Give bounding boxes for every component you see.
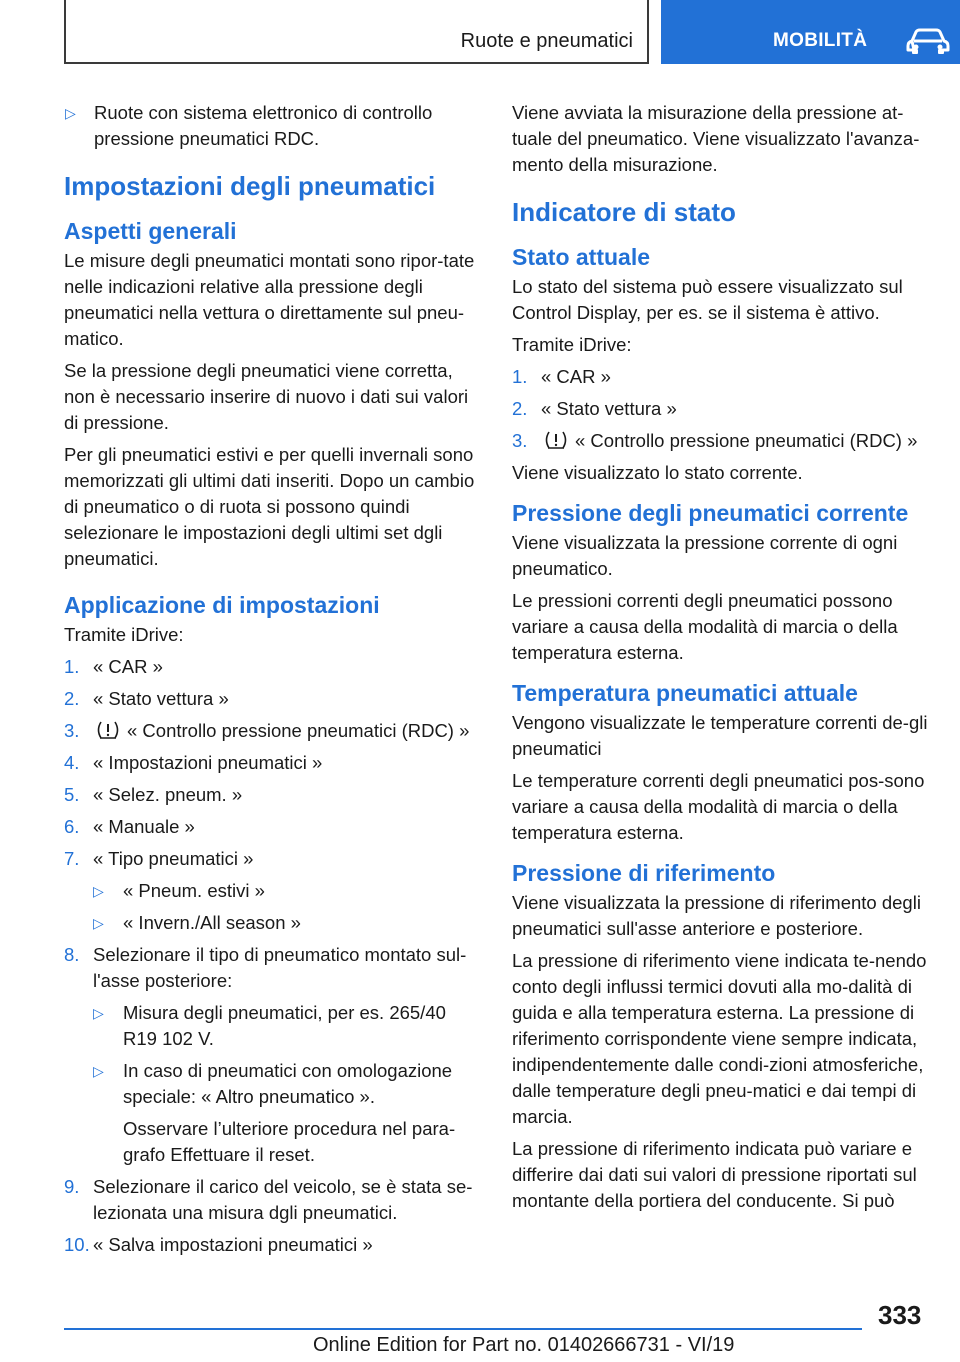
car-icon [906, 27, 950, 55]
paragraph: Se la pressione degli pneumatici viene corretta, non è necessario inserire di nuovo i dati sui valori di pressione. [64, 360, 469, 433]
triangle-bullet-icon: ▷ [93, 1063, 104, 1079]
section-title: MOBILITÀ [773, 30, 868, 51]
paragraph: Lo stato del sistema può essere visualizzato sul Control Display, per es. se il sistema è attivo. [512, 276, 903, 323]
heading-current-pressure: Pressione degli pneumatici corrente [512, 500, 909, 526]
paragraph: Viene visualizzata la pressione di riferimento degli pneumatici sull'asse anteriore e posteriore. [512, 892, 921, 939]
triangle-bullet-icon: ▷ [93, 915, 104, 931]
paragraph: La pressione di riferimento indicata può variare e differire dai dati sui valori di pressione riportati sul montante della portiera del conducente. Si può [512, 1138, 917, 1211]
list-item: 4. « Impostazioni pneumatici » [64, 752, 323, 773]
triangle-bullet-icon: ▷ [65, 105, 76, 121]
footer-divider [64, 1328, 862, 1330]
heading-current-temperature: Temperatura pneumatici attuale [512, 680, 858, 706]
right-column [512, 100, 930, 1220]
chapter-title: Ruote e pneumatici [460, 30, 633, 52]
paragraph: Viene visualizzato lo stato corrente. [512, 462, 803, 483]
paragraph: Le misure degli pneumatici montati sono ripor-tate nelle indicazioni relative alla pressione degli pneumatici nella vettura o direttamente sul pneu-matico. [64, 250, 475, 349]
section-tab [661, 0, 960, 64]
intro-bullet: ▷ Ruote con sistema elettronico di controllo pressione pneumatici RDC. [65, 102, 433, 149]
list-item: 7. « Tipo pneumatici » [64, 848, 254, 869]
paragraph: Le temperature correnti degli pneumatici pos-sono variare a causa della modalità di marcia o della temperatura esterna. [512, 770, 925, 843]
heading-status-indicator: Indicatore di stato [512, 197, 736, 227]
heading-apply-settings: Applicazione di impostazioni [64, 592, 380, 618]
heading-general: Aspetti generali [64, 218, 237, 244]
triangle-bullet-icon: ▷ [93, 883, 104, 899]
list-item: 9. Selezionare il carico del veicolo, se è stata se-lezionata una misura dgli pneumatici. [64, 1176, 473, 1223]
triangle-bullet-icon: ▷ [93, 1005, 104, 1021]
list-item: 2. « Stato vettura » [64, 688, 229, 709]
sub-list-note: Osservare l’ulteriore procedura nel para-grafo Effettuare il reset. [123, 1118, 456, 1165]
chapter-tab [64, 0, 649, 64]
paragraph: La pressione di riferimento viene indicata te-nendo conto degli influssi termici dovuti alla mo-dalità di guida e alla temperatura esterna. La pressione di riferimento corrispondente viene sempre indicata, indipendentemente dalle condi-zioni atmosferiche, dalle temperature degli pneu-matici e dai tempi di marcia. [512, 950, 927, 1127]
heading-reference-pressure: Pressione di riferimento [512, 860, 776, 886]
list-item: 3. « Controllo pressione pneumatici (RDC) » [64, 720, 470, 741]
paragraph: Per gli pneumatici estivi e per quelli invernali sono memorizzati gli ultimi dati inseriti. Dopo un cambio di pneumatico o di ruota si possono quindi selezionare le impostazioni degli ultimi set dgli pneumatici. [64, 444, 475, 569]
list-item: 3. « Controllo pressione pneumatici (RDC) » [512, 430, 918, 451]
list-item: 2. « Stato vettura » [512, 398, 677, 419]
list-item: 5. « Selez. pneum. » [64, 784, 243, 805]
list-item: 1. « CAR » [512, 366, 611, 387]
list-item: 8. Selezionare il tipo di pneumatico montato sul-l'asse posteriore: [64, 944, 467, 991]
list-item: 1. « CAR » [64, 656, 163, 677]
list-item: 10. « Salva impostazioni pneumatici » [64, 1234, 373, 1255]
steps-list [64, 654, 480, 1258]
edition-footer: Online Edition for Part no. 01402666731 - VI/19 [313, 1334, 735, 1356]
paragraph: Viene avviata la misurazione della pressione at-tuale del pneumatico. Viene visualizzato l'avanza-mento della misurazione. [512, 102, 920, 175]
paragraph: Le pressioni correnti degli pneumatici possono variare a causa della modalità di marcia o della temperatura esterna. [512, 590, 898, 663]
list-item: 6. « Manuale » [64, 816, 195, 837]
left-column [64, 100, 480, 1264]
sub-list-item: ▷ In caso di pneumatici con omologazione speciale: « Altro pneumatico ». [93, 1060, 453, 1107]
paragraph: Tramite iDrive: [512, 334, 632, 355]
heading-current-status: Stato attuale [512, 244, 651, 270]
paragraph: Vengono visualizzate le temperature correnti de-gli pneumatici [512, 712, 928, 759]
heading-tire-settings: Impostazioni degli pneumatici [64, 171, 436, 201]
tire-pressure-warning-icon [95, 720, 121, 740]
paragraph: Tramite iDrive: [64, 624, 184, 645]
steps-list [512, 364, 930, 454]
paragraph: Viene visualizzata la pressione corrente di ogni pneumatico. [512, 532, 898, 579]
sub-list-item: ▷ « Pneum. estivi » [93, 878, 480, 904]
tire-pressure-warning-icon [543, 430, 569, 450]
page-number: 333 [878, 1300, 922, 1330]
page-header [64, 0, 960, 64]
sub-list-item: ▷ « Invern./All season » [93, 910, 480, 936]
sub-list-item: ▷ Misura degli pneumatici, per es. 265/40 R19 102 V. [93, 1002, 446, 1049]
